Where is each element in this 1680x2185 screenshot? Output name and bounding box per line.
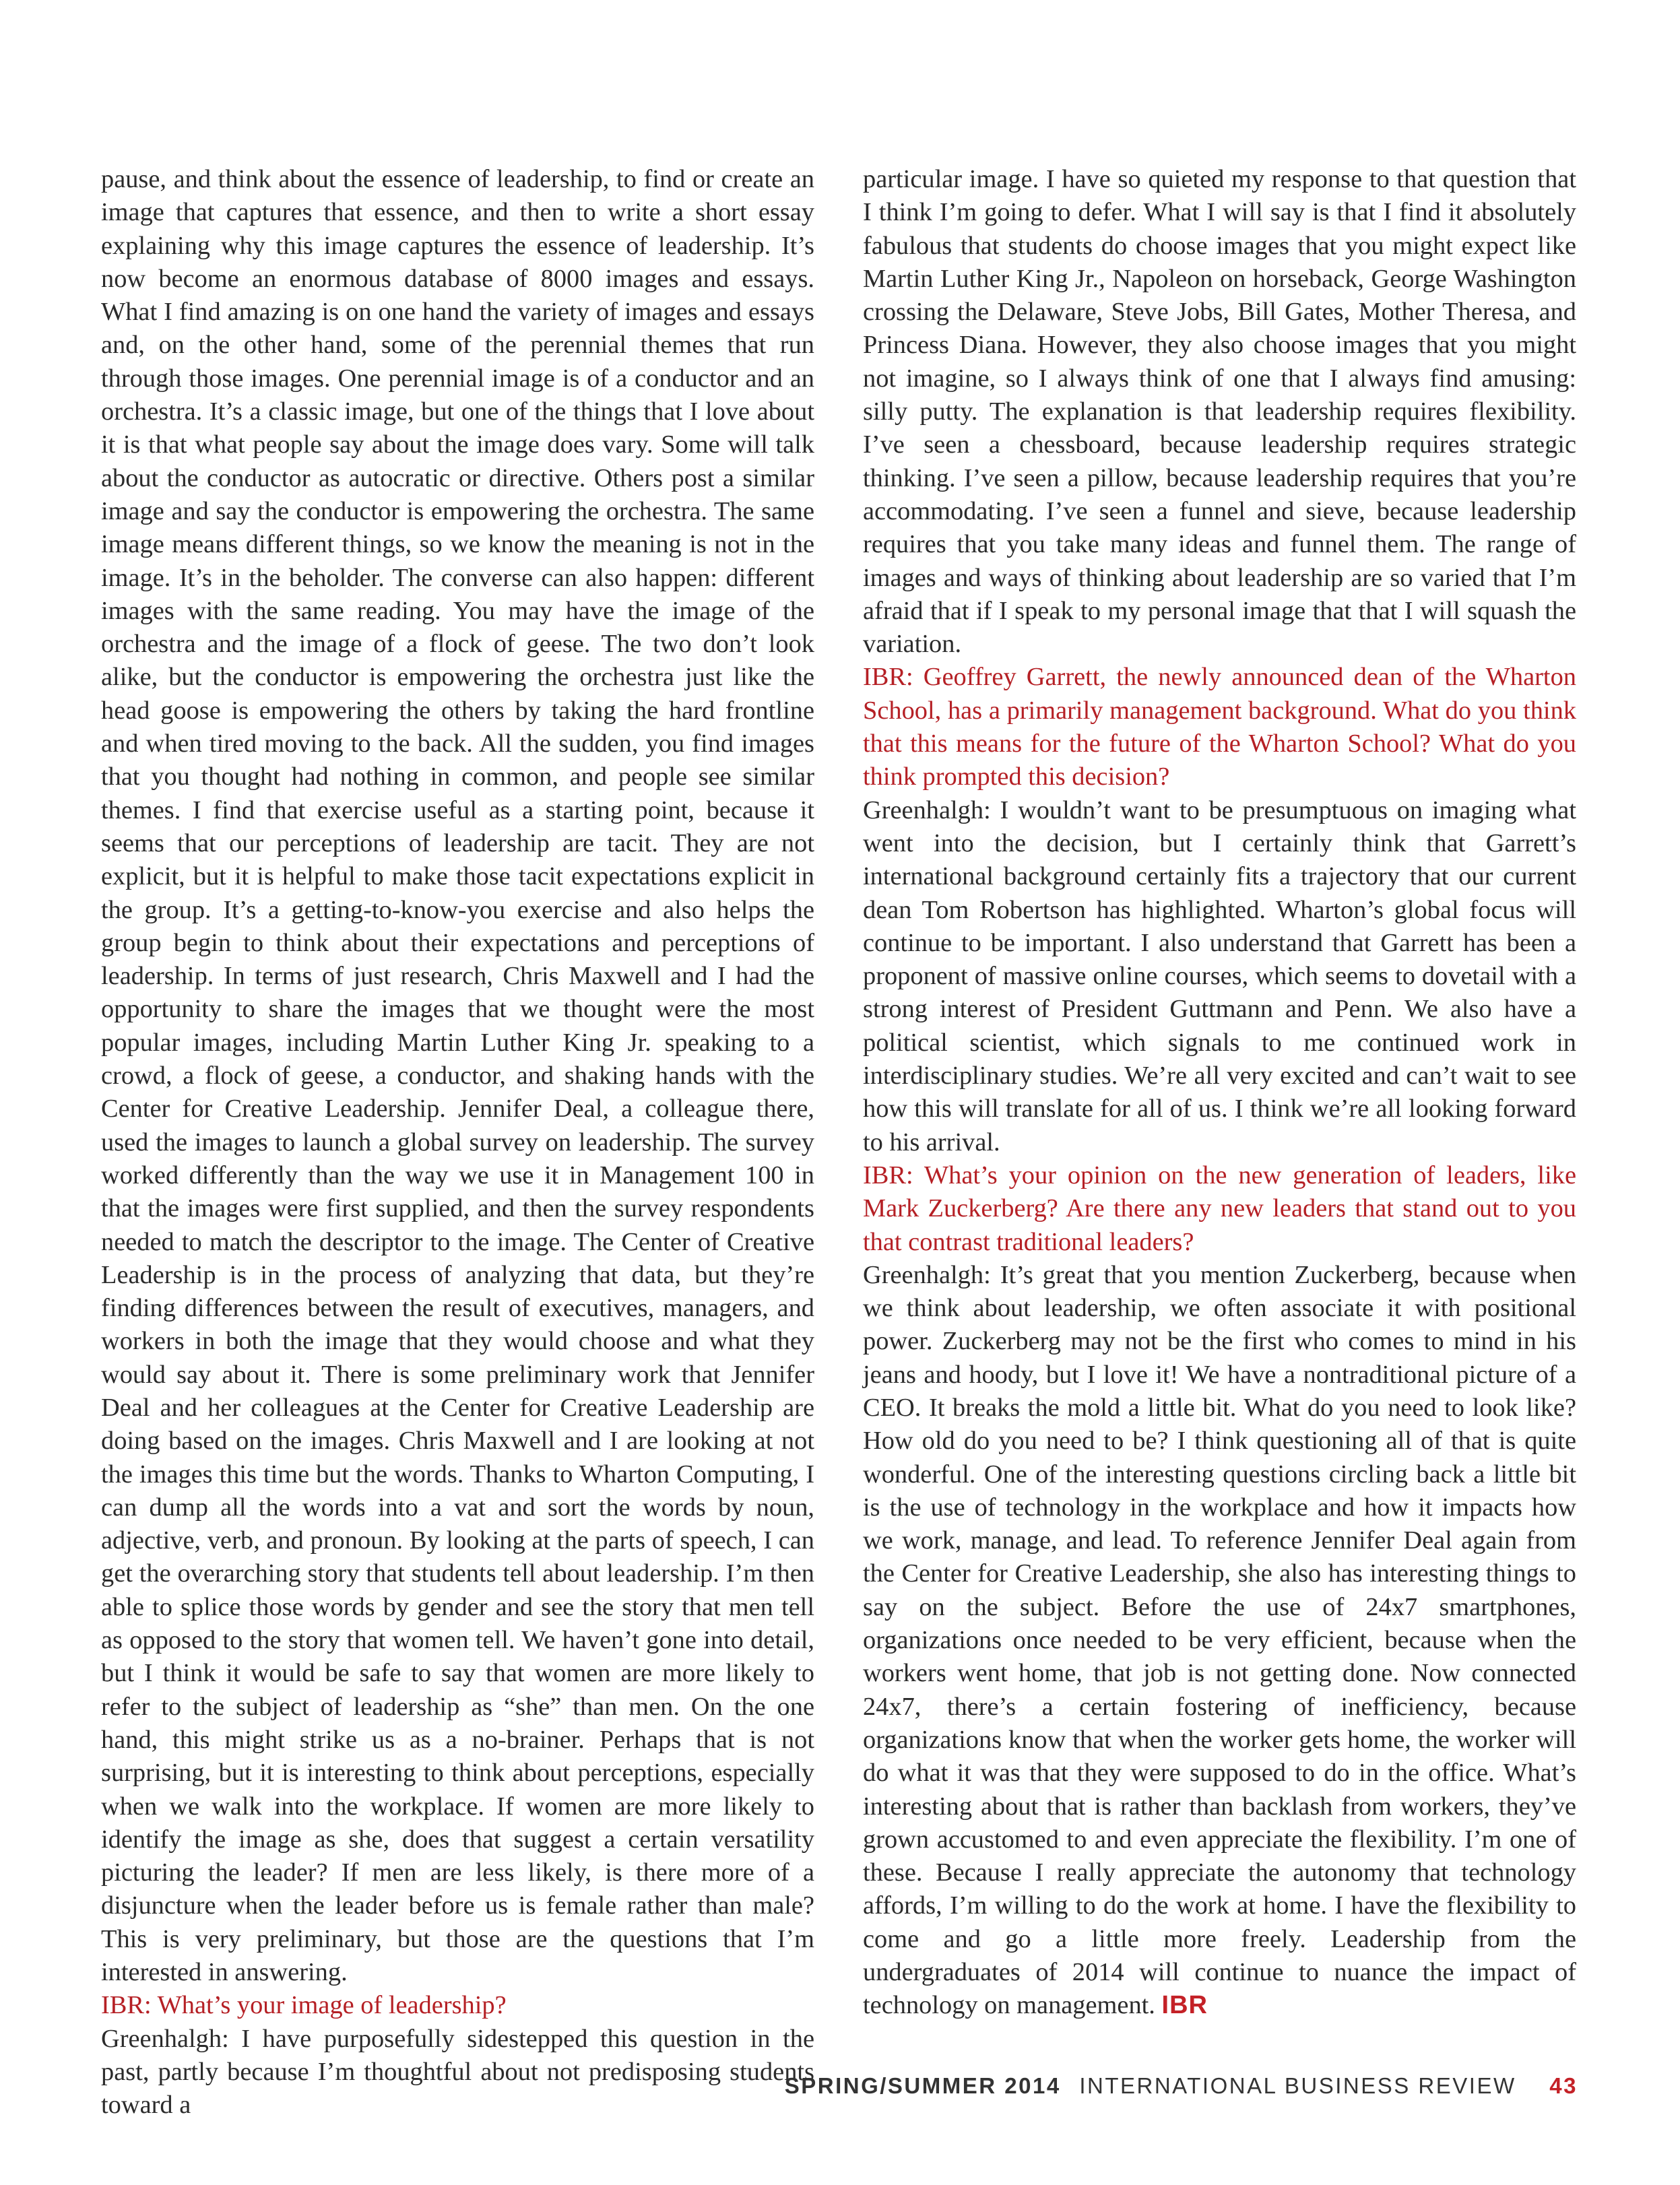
interview-answer	[863, 1259, 1576, 2023]
right-column	[863, 163, 1576, 2023]
end-mark: IBR	[1161, 1991, 1208, 2020]
interview-answer: Greenhalgh: I wouldn’t want to be presumptuous on imaging what went into the decision, but I certainly think that Garrett’s international background certainly fits a trajectory that our current dean Tom Robertson has highlighted. Wharton’s global focus will continue to be important. I also understand that Garrett has been a proponent of massive online courses, which seems to dovetail with a strong interest of President Guttmann and Penn. We also have a political scientist, which signals to me continued work in interdisciplinary studies. We’re all very excited and can’t wait to see how this will translate for all of us. I think we’re all looking forward to his arrival.	[863, 795, 1576, 1156]
body-paragraph: particular image. I have so quieted my response to that question that I think I’m going to defer. What I will say is that I find it absolutely fabulous that students do choose images that you might expect like Martin Luther King Jr., Napoleon on horseback, George Washington crossing the Delaware, Steve Jobs, Bill Gates, Mother Theresa, and Princess Diana. However, they also choose images that you might not imagine, so I always think of one that I always find amusing: silly putty. The explanation is that leadership requires flexibility. I’ve seen a chessboard, because leadership requires strategic thinking. I’ve seen a pillow, because leadership requires that you’re accommodating. I’ve seen a funnel and sieve, because leadership requires that you take many ideas and funnel them. The range of images and ways of thinking about leadership are so varied that I’m afraid that if I speak to my personal image that that I will squash the variation.	[863, 165, 1576, 659]
interview-question: IBR: Geoffrey Garrett, the newly announced dean of the Wharton School, has a primarily management background. What do you think that this means for the future of the Wharton School? What do you think prompted this decision?	[863, 663, 1576, 791]
body-paragraph: pause, and think about the essence of leadership, to find or create an image that captures that essence, and then to write a short essay explaining why this image captures the essence of leadership. It’s now become an enormous database of 8000 images and essays. What I find amazing is on one hand the variety of images and essays and, on the other hand, some of the perennial themes that run through those images. One perennial image is of a conductor and an orchestra. It’s a classic image, but one of the things that I love about it is that what people say about the image does vary. Some will talk about the conductor as autocratic or directive. Others post a similar image and say the conductor is empowering the orchestra. The same image means different things, so we know the meaning is not in the image. It’s in the beholder. The converse can also happen: different images with the same reading. You may have the image of the orchestra and the image of a flock of geese. The two don’t look alike, but the conductor is empowering the orchestra just like the head goose is empowering the others by taking the hard frontline and when tired moving to the back. All the sudden, you find images that you thought had nothing in common, and people see similar themes. I find that exercise useful as a starting point, because it seems that our perceptions of leadership are tacit. They are not explicit, but it is helpful to make those tacit expectations explicit in the group. It’s a getting-to-know-you exercise and also helps the group begin to think about their expectations and perceptions of leadership. In terms of just research, Chris Maxwell and I had the opportunity to share the images that we thought were the most popular images, including Martin Luther King Jr. speaking to a crowd, a flock of geese, a conductor, and shaking hands with the Center for Creative Leadership. Jennifer Deal, a colleague there, used the images to launch a global survey on leadership. The survey worked differently than the way we use it in Management 100 in that the images were first supplied, and then the survey respondents needed to match the descriptor to the image. The Center of Creative Leadership is in the process of analyzing that data, but they’re finding differences between the result of executives, managers, and workers in both the image that they would choose and what they would say about it. There is some preliminary work that Jennifer Deal and her colleagues at the Center for Creative Leadership are doing based on the images. Chris Maxwell and I are looking at not the images this time but the words. Thanks to Wharton Computing, I can dump all the words into a vat and sort the words by noun, adjective, verb, and pronoun. By looking at the parts of speech, I can get the overarching story that students tell about leadership. I’m then able to splice those words by gender and see the story that men tell as opposed to the story that women tell. We haven’t gone into detail, but I think it would be safe to say that women are more likely to refer to the subject of leadership as “she” than men. On the one hand, this might strike us as a no-brainer. Perhaps that is not surprising, but it is interesting to think about perceptions, especially when we walk into the workplace. If women are more likely to identify the image as she, does that suggest a certain versatility picturing the leader? If men are less likely, is there more of a disjuncture when the leader before us is female rather than male? This is very preliminary, but those are the questions that I’m interested in answering.	[101, 165, 814, 1987]
interview-question: IBR: What’s your image of leadership?	[101, 1991, 507, 2020]
footer-publication: INTERNATIONAL BUSINESS REVIEW	[1079, 2073, 1516, 2098]
left-column	[101, 163, 814, 2122]
interview-question: IBR: What’s your opinion on the new generation of leaders, like Mark Zuckerberg? Are there any new leaders that stand out to you that contrast traditional leaders?	[863, 1161, 1576, 1256]
answer-text: Greenhalgh: It’s great that you mention Zuckerberg, because when we think about leadership, we often associate it with positional power. Zuckerberg may not be the first who comes to mind in his jeans and hoody, but I love it! We have a nontraditional picture of a CEO. It breaks the mold a little bit. What do you need to look like? How old do you need to be? I think questioning all of that is quite wonderful. One of the interesting questions circling back a little bit is the use of technology in the workplace and how it impacts how we work, manage, and lead. To reference Jennifer Deal again from the Center for Creative Leadership, she also has interesting things to say on the subject. Before the use of 24x7 smartphones, organizations once needed to be very efficient, because when the workers went home, that job is not getting done. Now connected 24x7, there’s a certain fostering of inefficiency, because organizations know that when the worker gets home, the worker will do what it was that they were supposed to do in the office. What’s interesting about that is rather than backlash from workers, they’ve grown accustomed to and even appreciate the flexibility. I’m one of these. Because I really appreciate the autonomy that technology affords, I’m willing to do the work at home. I have the flexibility to come and go a little more freely. Leadership from the undergraduates of 2014 will continue to nuance the impact of technology on management.	[863, 1260, 1576, 2020]
page-number: 43	[1549, 2073, 1578, 2098]
interview-answer: Greenhalgh: I have purposefully sidestepped this question in the past, partly because I’m thoughtful about not predisposing students toward a	[101, 2024, 814, 2120]
footer-issue: SPRING/SUMMER 2014	[784, 2073, 1061, 2098]
page-footer	[785, 2073, 1578, 2099]
